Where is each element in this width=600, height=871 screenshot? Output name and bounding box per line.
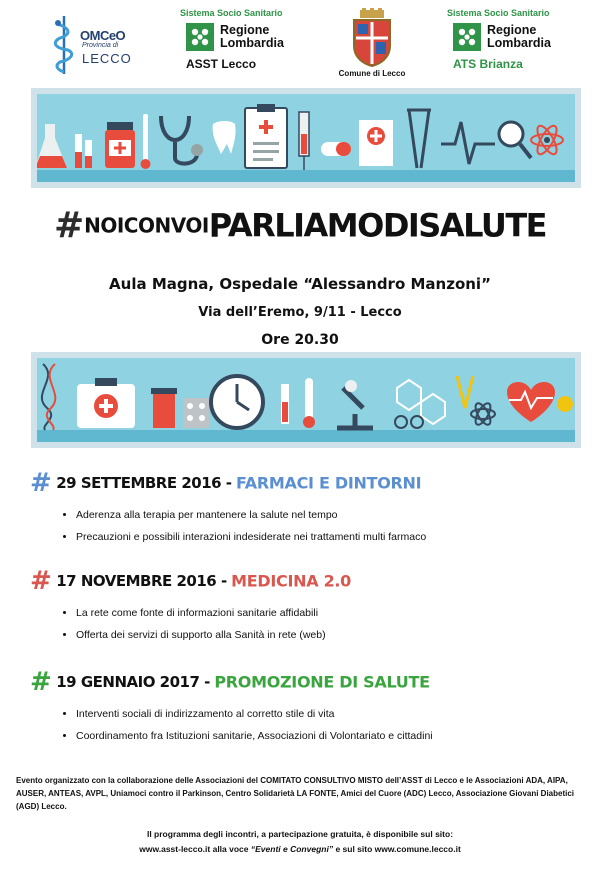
site-asst[interactable]: www.asst-lecco.it alla voce (139, 844, 249, 854)
event-3-hash: # (30, 667, 52, 697)
lombardia-cross-icon (186, 23, 214, 51)
medical-banner-top (31, 88, 581, 188)
list-item: • Precauzioni e possibili interazioni indesiderate nei trattamenti multi farmaco (76, 526, 590, 548)
caduceus-icon (50, 14, 78, 76)
event-3-header (30, 667, 590, 697)
asst-system-label: Sistema Socio Sanitario (180, 8, 283, 18)
address: Via dell’Eremo, 9/11 - Lecco (198, 305, 402, 320)
venue: Aula Magna, Ospedale “Alessandro Manzoni” (109, 275, 491, 293)
event-2 (30, 566, 590, 646)
list-item: • La rete come fonte di informazioni sanitarie affidabili (76, 602, 590, 624)
asst-lecco-logo (180, 8, 310, 80)
event-3 (30, 667, 590, 747)
list-item: • Aderenza alla terapia per mantenere la salute nel tempo (76, 504, 590, 526)
header-logos (0, 8, 600, 80)
event-2-items (30, 602, 590, 646)
event-series-title (0, 205, 600, 246)
comune-label: Comune di Lecco (338, 69, 406, 78)
event-2-hash: # (30, 566, 52, 596)
comune-lecco-logo (327, 8, 417, 80)
ats-region: Regione Lombardia (487, 23, 551, 50)
event-1-hash: # (30, 468, 52, 498)
medical-tools-illustration (37, 358, 575, 442)
ats-brianza-logo (447, 8, 577, 80)
event-3-date: 19 GENNAIO 2017 - (56, 673, 210, 691)
list-item: • Coordinamento fra Istituzioni sanitarie, Associazioni di Volontariato e cittadini (76, 725, 590, 747)
omceo-logo (50, 14, 150, 74)
list-item: • Interventi sociali di indirizzamento al corretto stile di vita (76, 703, 590, 725)
title-small: NOICONVOI (84, 213, 209, 238)
event-1 (30, 468, 590, 548)
ats-system-label: Sistema Socio Sanitario (447, 8, 550, 18)
event-1-topic: FARMACI E DINTORNI (235, 473, 422, 493)
omceo-province: Provincia di (82, 42, 119, 49)
lombardia-cross-icon (453, 23, 481, 51)
event-1-date: 29 SETTEMBRE 2016 - (56, 474, 232, 492)
event-1-header (30, 468, 590, 498)
program-info (0, 827, 600, 857)
event-1-items (30, 504, 590, 548)
event-3-topic: PROMOZIONE DI SALUTE (214, 672, 430, 692)
event-2-topic: MEDICINA 2.0 (231, 571, 352, 591)
medical-banner-bottom (31, 352, 581, 448)
event-2-header (30, 566, 590, 596)
city-crest-icon (350, 8, 394, 68)
event-3-items (30, 703, 590, 747)
medical-equipment-illustration (37, 94, 575, 182)
ats-unit: ATS Brianza (453, 57, 523, 71)
site-comune[interactable]: e sul sito www.comune.lecco.it (335, 844, 461, 854)
omceo-name: OMCeO (80, 28, 126, 43)
section-name: “Eventi e Convegni” (250, 844, 334, 854)
organizers-note: Evento organizzato con la collaborazione delle Associazioni del COMITATO CONSULTIVO MISTO dell’ASST di Lecco e le Associazioni ADA, AIPA, AUSER, ANTEAS, AVPL, Uniamoci contro il Parkinson, Centro Solidarietà LA FONTE, Amici del Cuore (ADC) Lecco, Associazione Giovani Diabetici (AGD) Lecco. (16, 776, 575, 811)
title-big: PARLIAMODISALUTE (208, 206, 547, 245)
asst-region: Regione Lombardia (220, 23, 284, 50)
event-2-date: 17 NOVEMBRE 2016 - (56, 572, 227, 590)
asst-unit: ASST Lecco (186, 57, 257, 71)
program-line: Il programma degli incontri, a partecipazione gratuita, è disponibile sul sito: (146, 829, 454, 839)
list-item: • Offerta dei servizi di supporto alla Sanità in rete (web) (76, 624, 590, 646)
event-time: Ore 20.30 (261, 332, 339, 348)
website-line (0, 842, 600, 857)
title-hash: # (53, 205, 85, 246)
omceo-city: LECCO (82, 51, 132, 66)
